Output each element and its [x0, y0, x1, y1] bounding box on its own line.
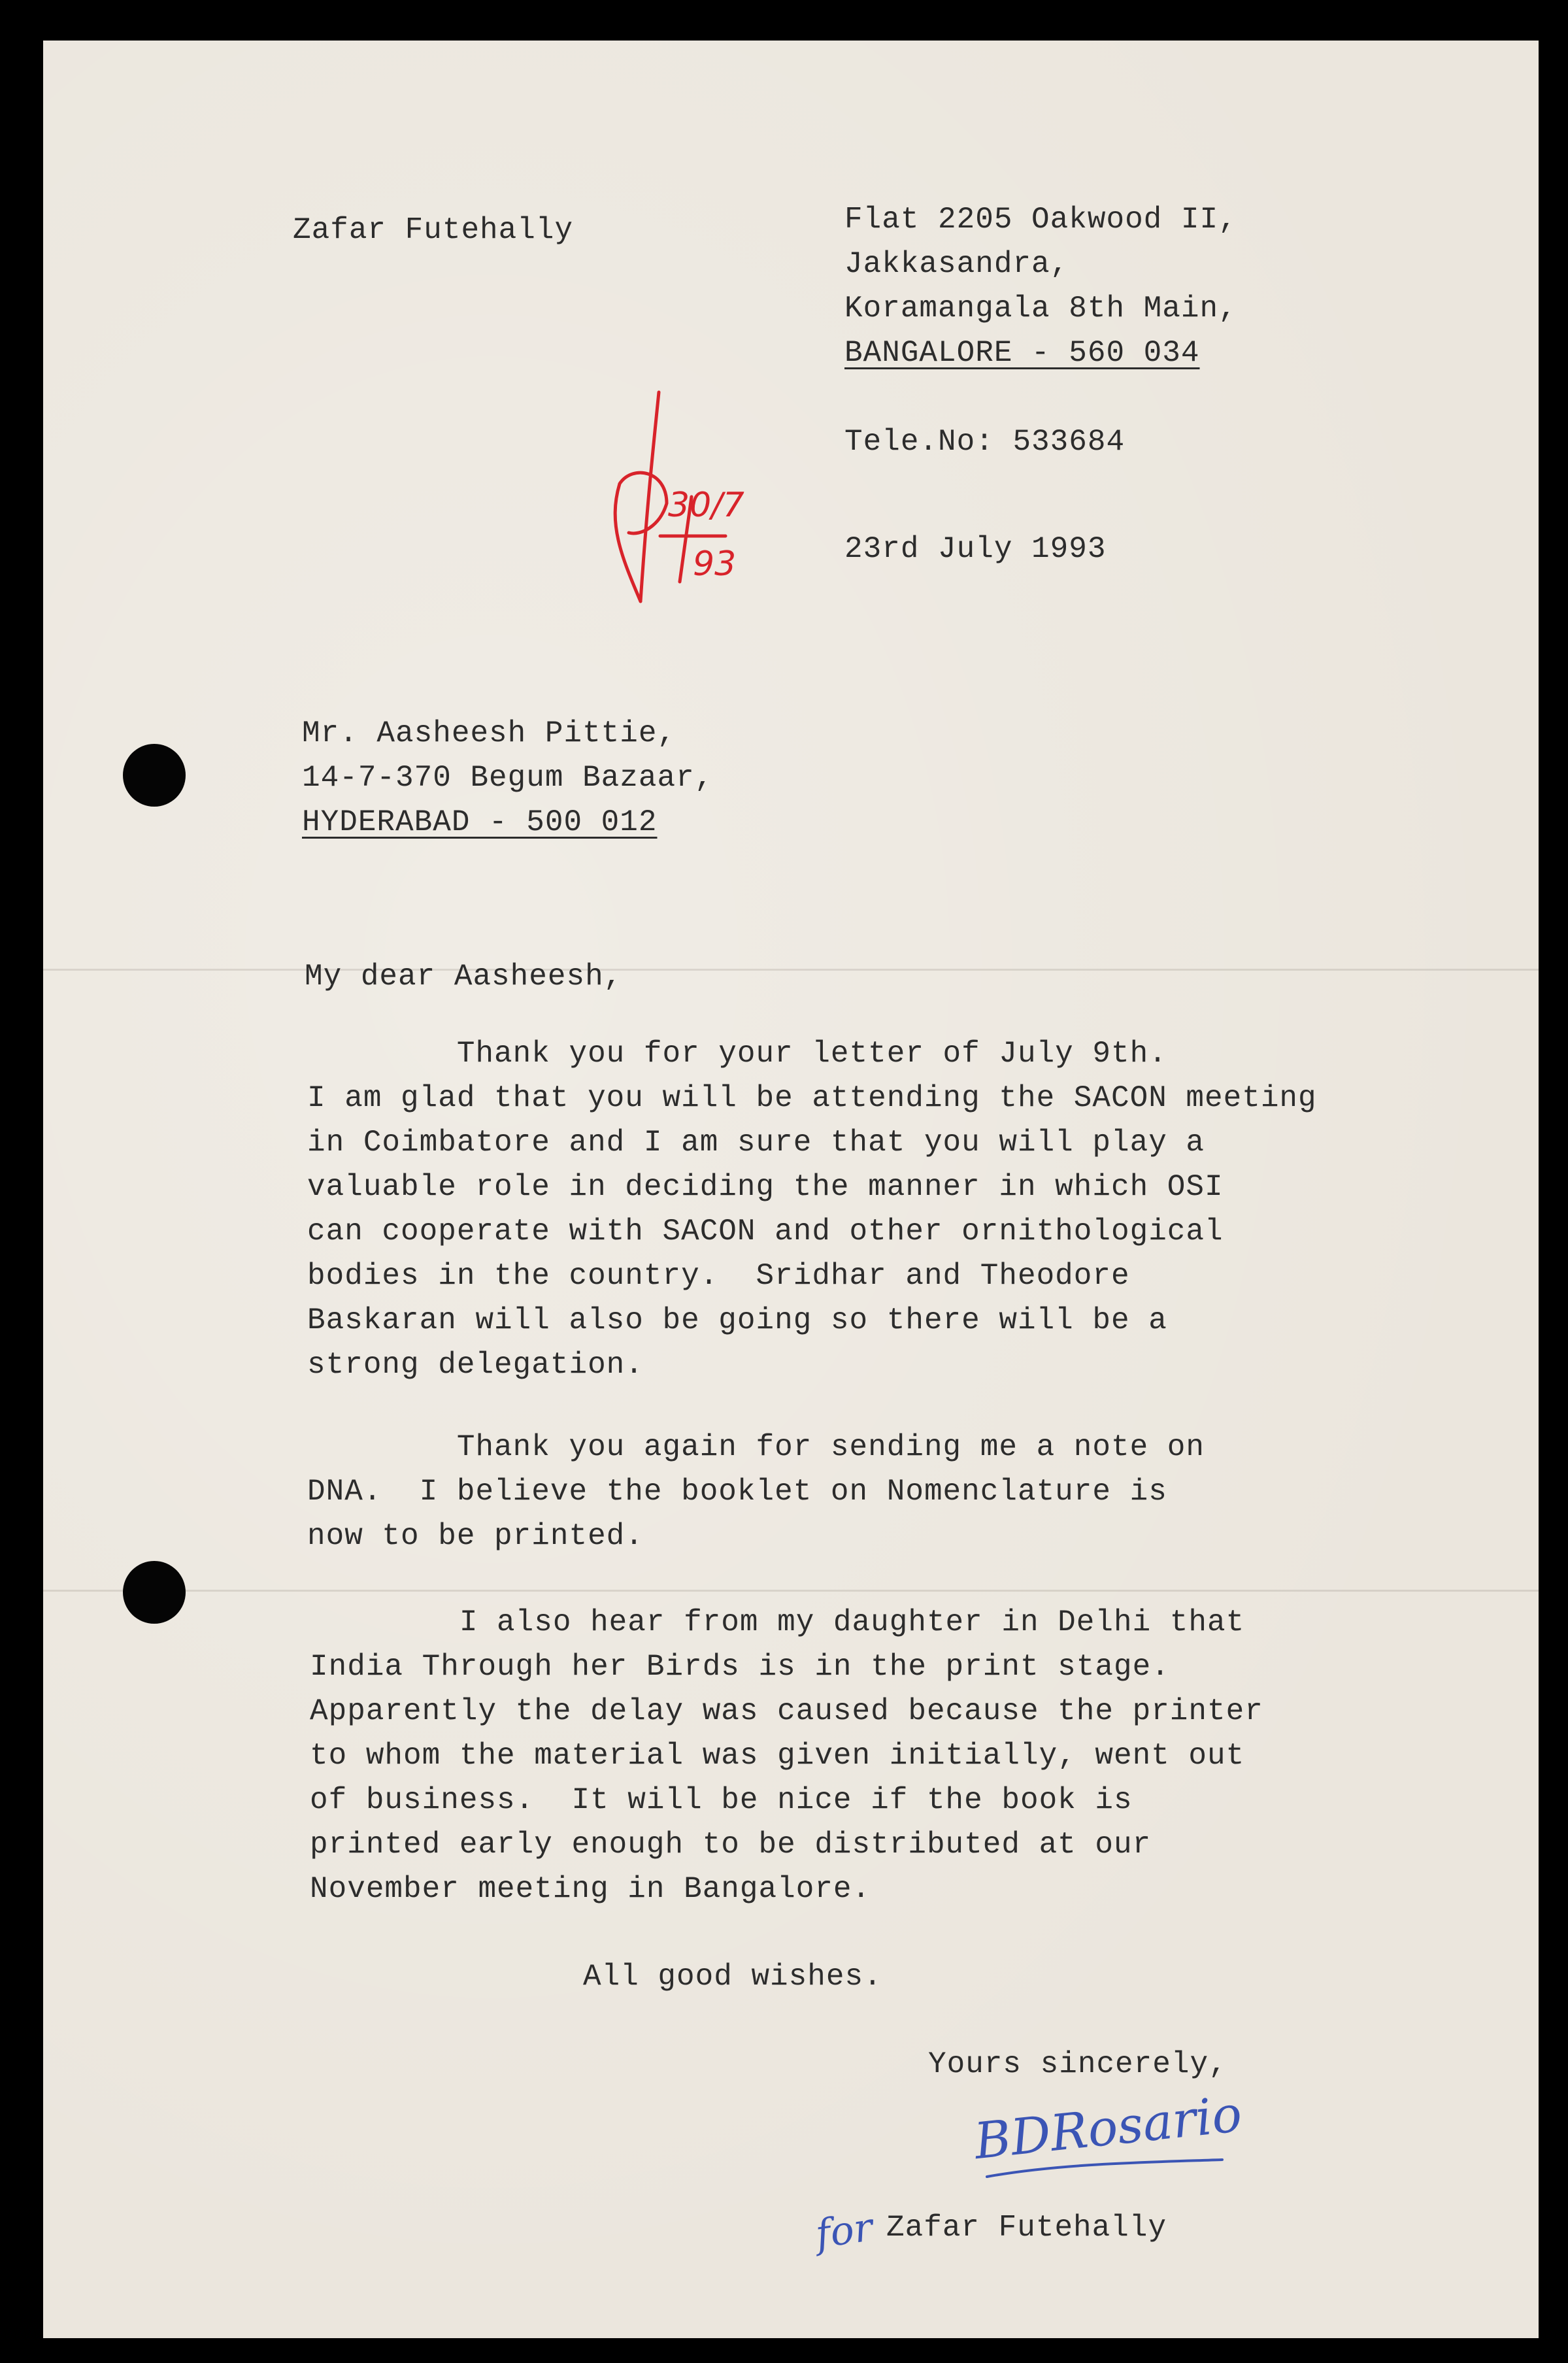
signature-flourish [980, 2157, 1229, 2183]
red-check-annotation [588, 386, 784, 621]
body-line: Thank you for your letter of July 9th. [307, 1037, 1167, 1071]
recipient-city: HYDERABAD - 500 012 [302, 805, 658, 839]
sender-city: BANGALORE - 560 034 [844, 336, 1200, 370]
sender-address-line: Flat 2205 Oakwood II, [844, 203, 1237, 237]
body-line: now to be printed. [307, 1519, 644, 1553]
punch-hole [123, 744, 186, 807]
annotation-date-top: 30/7 [668, 486, 744, 525]
signature-for: for [812, 2204, 876, 2258]
recipient-line: 14-7-370 Begum Bazaar, [302, 761, 714, 795]
sender-phone: Tele.No: 533684 [844, 425, 1126, 459]
body-line: November meeting in Bangalore. [310, 1872, 871, 1906]
body-line: of business. It will be nice if the book is [310, 1783, 1133, 1817]
fold-line [43, 969, 1539, 971]
salutation: My dear Aasheesh, [305, 960, 623, 994]
annotation-date-bottom: 93 [693, 545, 737, 584]
body-line: to whom the material was given initially, went out [310, 1739, 1245, 1773]
sender-name: Zafar Futehally [293, 213, 574, 247]
closing: Yours sincerely, [928, 2047, 1227, 2081]
body-line: India Through her Birds is in the print stage. [310, 1650, 1170, 1684]
body-line: Baskaran will also be going so there will be a [307, 1303, 1167, 1337]
sender-address-line: Koramangala 8th Main, [844, 292, 1237, 326]
body-line: Thank you again for sending me a note on [307, 1430, 1205, 1464]
punch-hole [123, 1561, 186, 1624]
fold-line [43, 1590, 1539, 1592]
body-line: printed early enough to be distributed at our [310, 1828, 1152, 1862]
closing-wishes: All good wishes. [583, 1960, 882, 1994]
body-line: strong delegation. [307, 1348, 644, 1382]
body-line: in Coimbatore and I am sure that you will play a [307, 1126, 1205, 1160]
handwritten-signature: BDRosario [971, 2084, 1244, 2171]
letter-date: 23rd July 1993 [844, 532, 1107, 566]
signatory-name: Zafar Futehally [886, 2211, 1167, 2245]
body-line: I also hear from my daughter in Delhi that [310, 1605, 1245, 1639]
body-line: DNA. I believe the booklet on Nomenclature is [307, 1475, 1167, 1509]
recipient-line: Mr. Aasheesh Pittie, [302, 716, 676, 750]
body-line: can cooperate with SACON and other ornithological [307, 1215, 1224, 1249]
body-line: bodies in the country. Sridhar and Theodore [307, 1259, 1130, 1293]
body-line: I am glad that you will be attending the SACON meeting [307, 1081, 1317, 1115]
body-line: Apparently the delay was caused because the printer [310, 1694, 1263, 1728]
body-line: valuable role in deciding the manner in which OSI [307, 1170, 1224, 1204]
sender-address-line: Jakkasandra, [844, 247, 1069, 281]
